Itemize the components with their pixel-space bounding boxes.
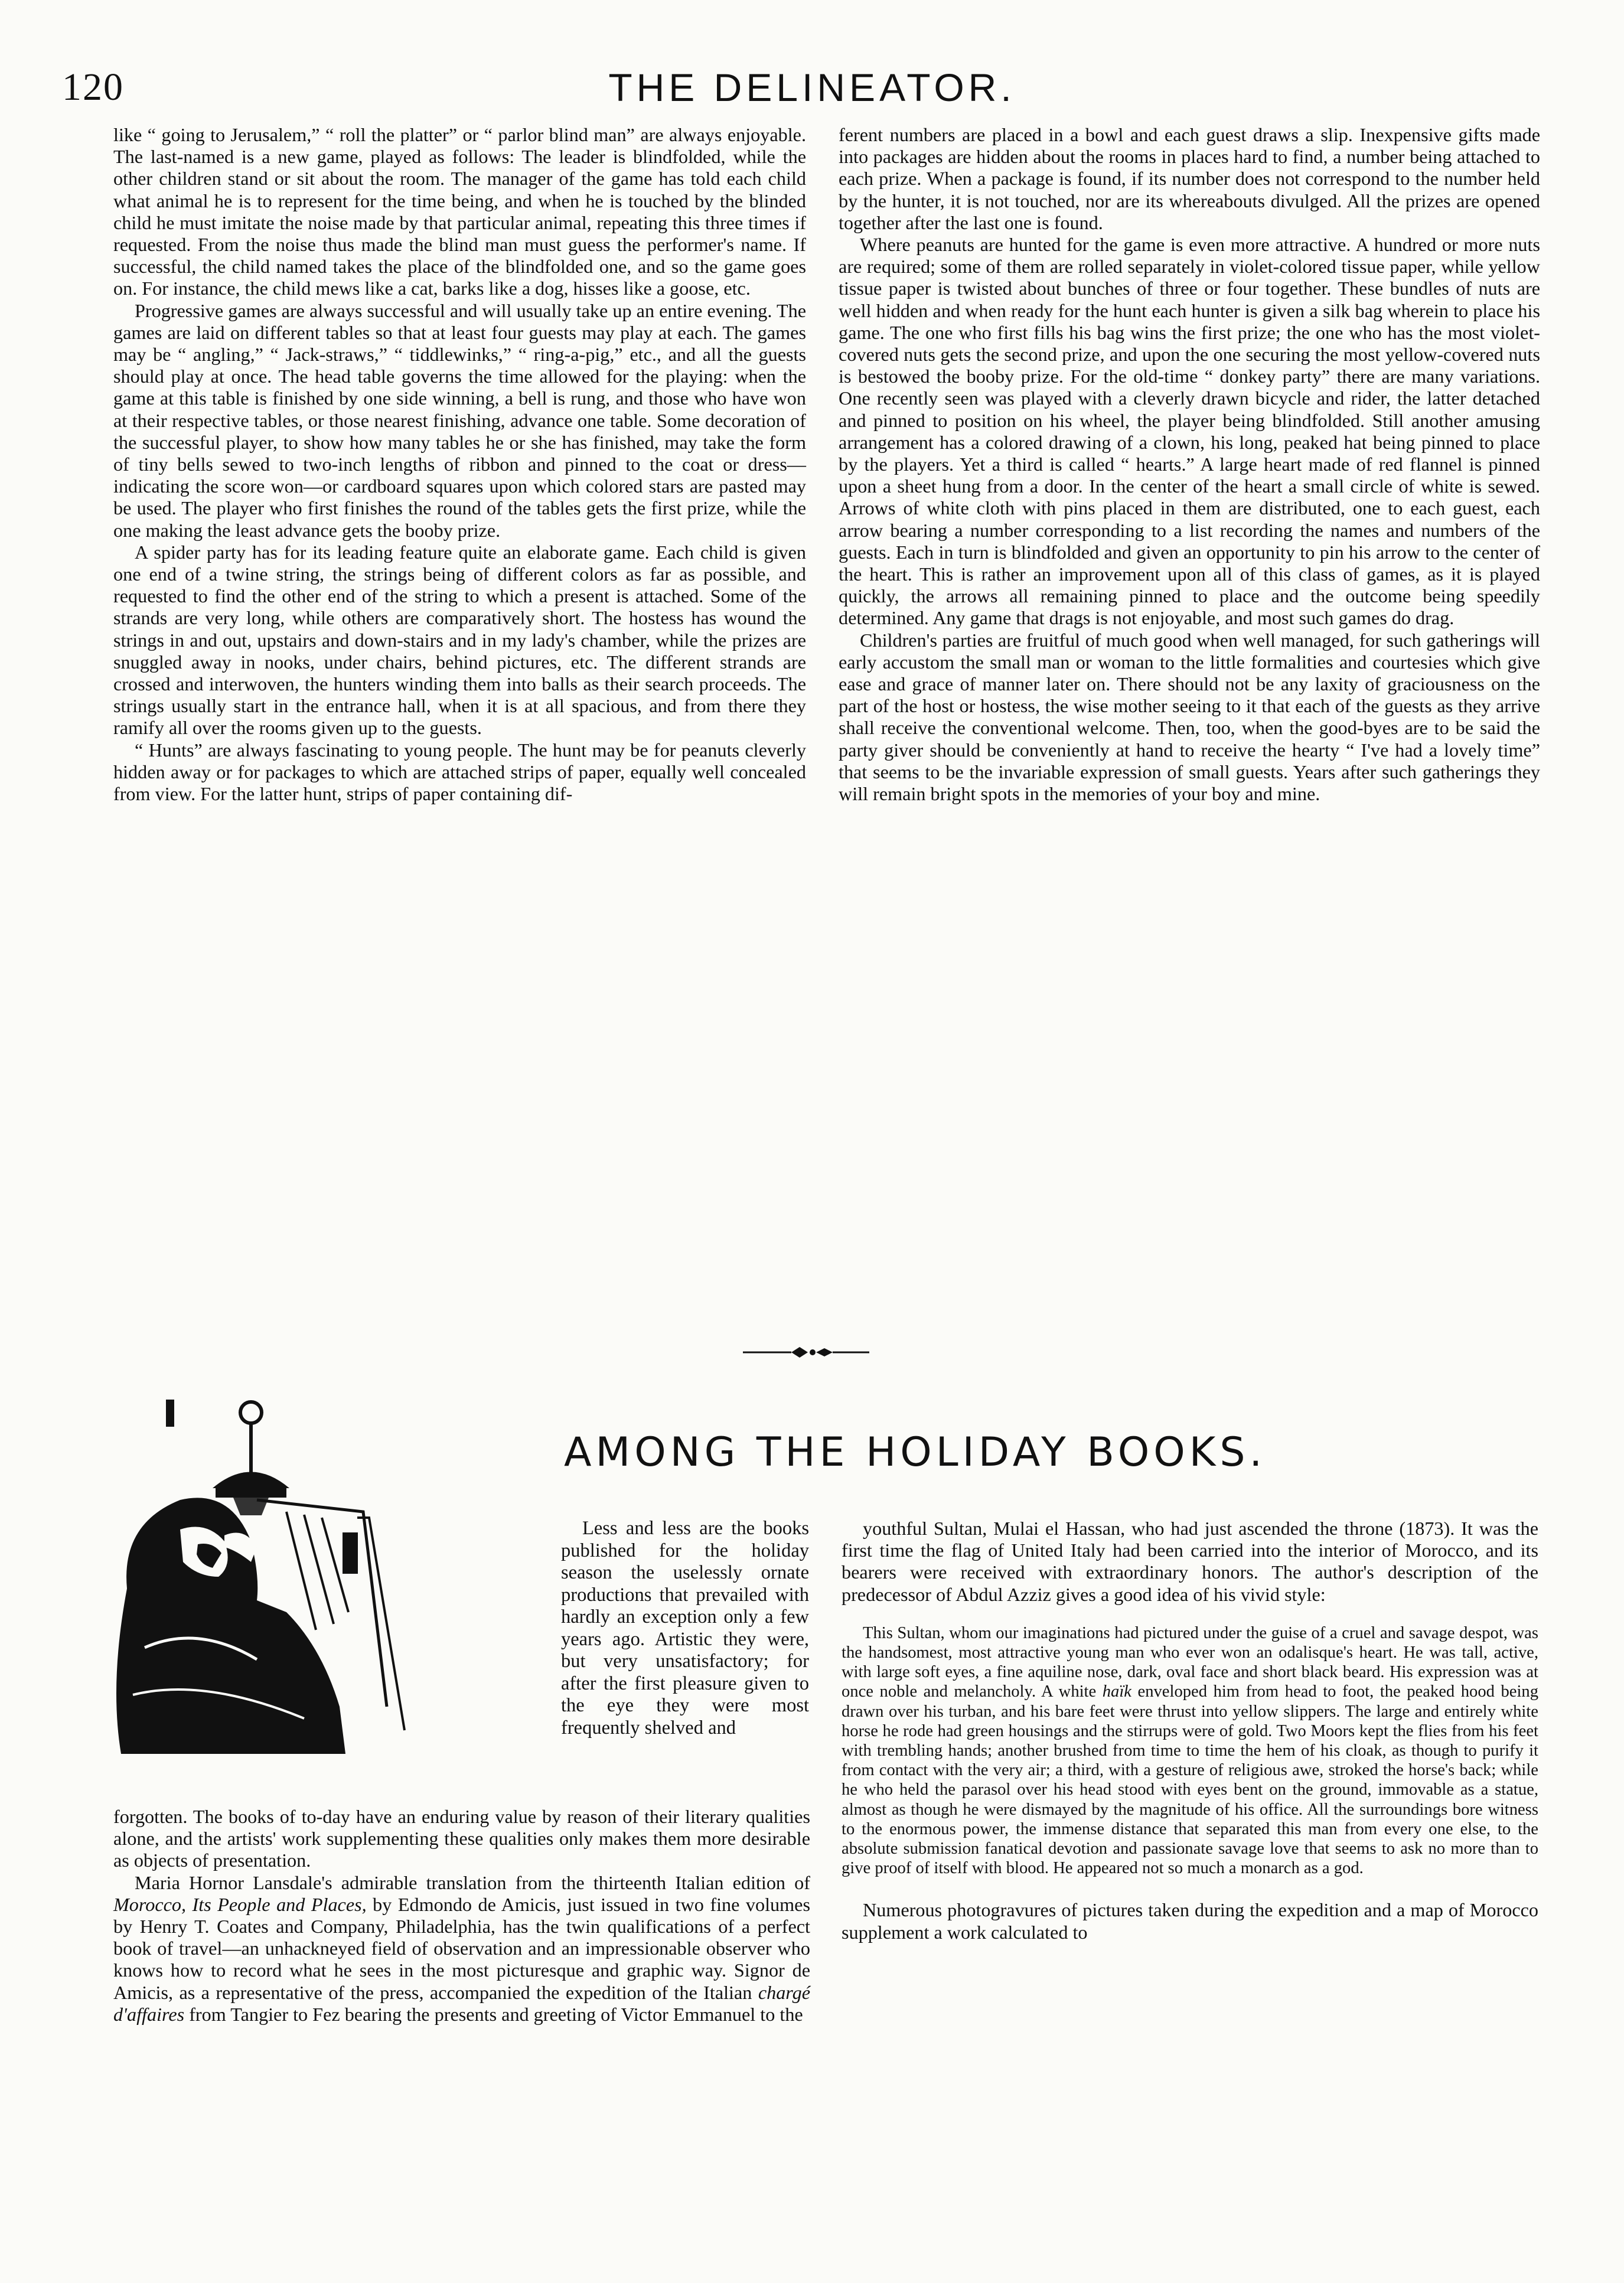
paragraph: “ Hunts” are always fascinating to young people. The hunt may be for peanuts cleverly hidden away or for packages to which are attached strips of paper, equally well concealed from view. For the latter hunt, strips of paper containing dif- <box>113 739 806 805</box>
paragraph <box>113 1872 810 2026</box>
paragraph: ferent numbers are placed in a bowl and each guest draws a slip. Inexpensive gifts made into packages are hidden about the rooms in places hard to find, a number being attached to each prize. When a package is found, if its number does not correspond to the number held by the hunter, it is not touched, nor are its whereabouts divulged. All the prizes are opened together after the last one is found. <box>839 124 1540 233</box>
paragraph: like “ going to Jerusalem,” “ roll the platter” or “ parlor blind man” are always enjoyable. The last-named is a new game, played as follows: The leader is blindfolded, while the other children stand or sit about the room. The manager of the game has told each child what animal he is to represent for the time being, and when he is touched by the blinded child he must imitate the noise made by that particular animal, repeating this three times if requested. From the noise thus made the blind man must guess the performer's name. If successful, the child named takes the place of the blindfolded one, and so the game goes on. For instance, the child mews like a cat, barks like a dog, hisses like a goose, etc. <box>113 124 806 299</box>
masthead: THE DELINEATOR. <box>608 66 1016 109</box>
text-run: This Sultan, whom our imaginations had pictured under the guise of a cruel and savage despot, was the handsomest, most attractive young man who ever won an odalisque's heart. He was tall, active, with large soft eyes, a fine aquiline nose, dark, oval face and short black beard. His expression was at once noble and melancholy. A white <box>842 1623 1538 1701</box>
holiday-intro-column <box>561 1518 809 1739</box>
monk-with-lamp-illustration <box>109 1400 546 1760</box>
paragraph: Less and less are the books published for the holiday season the uselessly ornate productions that prevailed with hardly an exception only a few years ago. Artistic they were, but very unsatisfactory; for after the first pleasure given to the eye they were most frequently shelved and <box>561 1518 809 1739</box>
block-quote <box>842 1623 1538 1878</box>
paragraph: A spider party has for its leading feature quite an elaborate game. Each child is given one end of a twine string, the strings being of different colors as far as possible, and requested to find the other end of the string to which a present is attached. Some of the strands are very long, while others are comparatively short. The hostess has wound the strings in and out, upstairs and down-stairs and in my lady's chamber, while the prizes are snuggled away in nooks, under chairs, behind pictures, etc. The different strands are crossed and interwoven, the hunters winding them into balls as their search proceeds. The strings usually start in the entrance hall, when it is at all spacious, and from there they ramify all over the rooms given up to the guests. <box>113 541 806 739</box>
holiday-column-left <box>113 1806 810 2026</box>
page-number: 120 <box>62 66 124 109</box>
paragraph: forgotten. The books of to-day have an enduring value by reason of their literary qualities alone, and the artists' work supplementing these qualities only makes them more desirable as objects of presentation. <box>113 1806 810 1871</box>
paragraph: Children's parties are fruitful of much good when well managed, for such gatherings will early accustom the small man or woman to the little formalities and courtesies which give ease and grace of manner later on. There should not be any laxity of graciousness on the part of the host or hostess, the wise mother seeing to it that each of the guests as they arrive shall receive the conventional welcome. Then, too, when the good-byes are to be said the party giver should be conveniently at hand to receive the hearty “ I've had a lovely time” that seems to be the invariable expression of small guests. Years after such gatherings they will remain bright spots in the memories of your boy and mine. <box>839 629 1540 805</box>
holiday-column-right <box>842 1518 1538 1943</box>
paragraph: Where peanuts are hunted for the game is even more attractive. A hundred or more nuts are required; some of them are rolled separately in violet-colored tissue paper, while yellow tissue paper is twisted about bunches of three or four together. These bundles of nuts are well hidden and when ready for the hunt each hunter is given a silk bag wherein to place his game. The one who first fills his bag wins the first prize; the one who has the most violet-covered nuts gets the second prize, and upon the one securing the most yellow-covered nuts is bestowed the booby prize. For the old-time “ donkey party” there are many variations. One recently seen was played with a cleverly drawn bicycle and rider, the latter detached and pinned to position on his wheel, the player being blindfolded. Still another amusing arrangement has a colored drawing of a clown, his long, peaked hat being pinned to place by the players. Yet a third is called “ hearts.” A large heart made of red flannel is pinned upon a sheet hung from a door. In the center of the heart a small circle of white is sewed. Arrows of white cloth with pins placed in them are distributed, one to each guest, each arrow bearing a number corresponding to a list recording the names and numbers of the guests. Each in turn is blindfolded and given an opportunity to pin his arrow to the center of the heart. This is rather an improvement upon all of this class of games, as it is played quickly, the arrows all remaining pinned to place and the outcome being speedily determined. Any game that drags is not enjoyable, and most such games do drag. <box>839 234 1540 629</box>
article-column-left <box>113 124 806 805</box>
section-title: AMONG THE HOLIDAY BOOKS. <box>564 1429 1267 1476</box>
paragraph: Progressive games are always successful and will usually take up an entire evening. The games are laid on different tables so that at least four guests may play at each. The games may be “ angling,” “ Jack-straws,” “ tiddlewinks,” “ ring-a-pig,” etc., and all the guests should play at once. The head table governs the time allowed for the playing: when the game at this table is finished by one side winning, a bell is rung, and those who have won at their respective tables, or those nearest finishing, advance one table. Some decoration of the successful player, to show how many tables he or she has finished, may take the form of tiny bells sewed to two-inch lengths of ribbon and pinned to the coat or dress—indicating the score won—or cardboard squares upon which colored stars are pasted may be used. The player who first finishes the round of the tables gets the first prize, while the one making the least advance gets the booby prize. <box>113 299 806 541</box>
paragraph: Numerous photogravures of pictures taken during the expedition and a map of Morocco supplement a work calculated to <box>842 1899 1538 1943</box>
text-run: enveloped him from head to foot, the peaked hood being drawn over his turban, and his bare feet were thrust into yellow slippers. The large and entirely white horse he rode had green housings and the stirrups were of gold. Two Moors kept the flies from his feet with trembling hands; another brushed from time to time the hem of his cloak, as though to purify it from contact with the very air; a third, with a gesture of religious awe, stroked the horse's back; while he who held the parasol over his head stood with eyes bent on the ground, immovable as a statue, almost as though he were dismayed by the magnitude of his office. All the surroundings bore witness to the enormous power, the immense distance that separated this man from every one else, to the absolute submission fanatical devotion and passionate savage love that seems to ask no more than to give proof of itself with blood. He appeared not so much a monarch as a god. <box>842 1682 1538 1878</box>
text-run: from Tangier to Fez bearing the presents and greeting of Victor Emmanuel to the <box>184 2003 803 2025</box>
italic-term: chargé d'affaires <box>113 1981 810 2025</box>
italic-term: haïk <box>1102 1682 1131 1701</box>
article-column-right <box>839 124 1540 805</box>
paragraph: youthful Sultan, Mulai el Hassan, who had just ascended the throne (1873). It was the first time the flag of United Italy had been carried into the interior of Morocco, and its bearers were received with extraordinary honors. The author's description of the predecessor of Abdul Azziz gives a good idea of his vivid style: <box>842 1518 1538 1605</box>
divider-ornament-icon <box>743 1343 869 1361</box>
book-title: Morocco, Its People and Places, <box>113 1893 367 1915</box>
text-run: by Edmondo de Amicis, just issued in two fine volumes by Henry T. Coates and Company, Philadelphia, has the twin qualifications of a perfect book of travel—an unhackneyed field of observation and an impressionable observer who knows how to record what he sees in the most picturesque and graphic way. Signor de Amicis, as a representative of the press, accompanied the expedition of the Italian <box>113 1893 810 2003</box>
text-run: Maria Hornor Lansdale's admirable translation from the thirteenth Italian edition of <box>135 1871 810 1893</box>
